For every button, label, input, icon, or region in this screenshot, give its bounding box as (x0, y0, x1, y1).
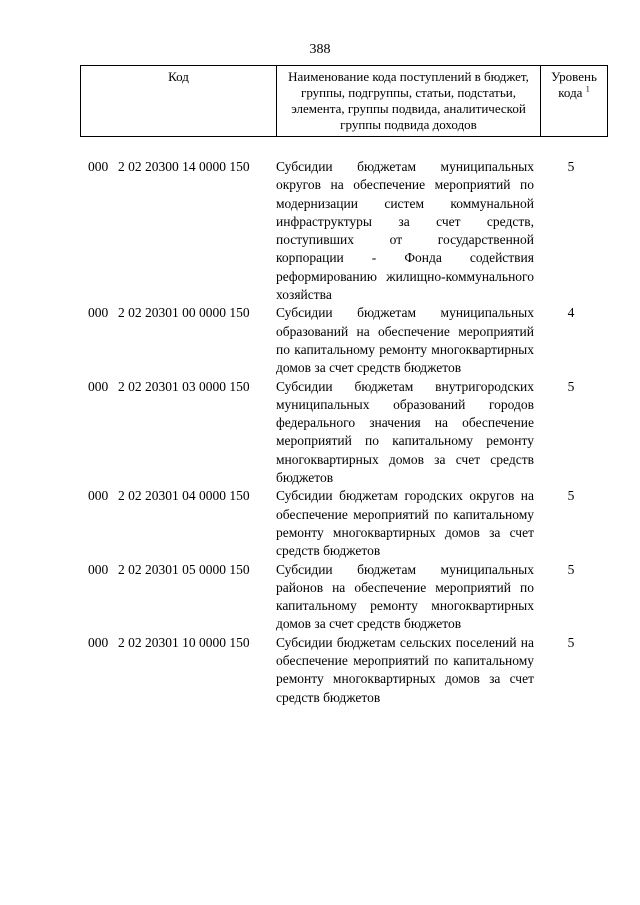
row-group: 000 (88, 378, 109, 394)
table-row (80, 561, 608, 634)
row-level: 5 (567, 159, 575, 174)
row-name: Субсидии бюджетам городских округов на обеспечение мероприятий по капитальному ремонту многоквартирных домов за счет средств бюджетов (276, 488, 534, 559)
page-number: 388 (309, 42, 331, 57)
table-body (80, 158, 608, 707)
table-header (80, 65, 608, 137)
table-row (80, 634, 608, 707)
header-level-footnote: 1 (585, 84, 590, 94)
row-group: 000 (88, 488, 109, 504)
row-name: Субсидии бюджетам муниципальных образований на обеспечение мероприятий по капитальному ремонту многоквартирных домов за счет средств бюджетов (276, 305, 534, 376)
row-group: 000 (88, 561, 109, 577)
row-code: 2 02 20301 03 0000 150 (118, 378, 250, 394)
table-row (80, 158, 608, 304)
row-code: 2 02 20301 10 0000 150 (118, 634, 250, 650)
row-level: 5 (567, 378, 575, 394)
row-name: Субсидии бюджетам муниципальных районов на обеспечение мероприятий по капитальному ремонту многоквартирных домов за счет средств бюджетов (276, 561, 534, 632)
header-level-label: Уровень кода (551, 69, 597, 100)
header-code: Код (81, 66, 277, 136)
row-group: 000 (88, 634, 109, 650)
header-level (541, 66, 607, 136)
row-level: 4 (567, 305, 575, 321)
row-level: 5 (567, 634, 575, 650)
row-code: 2 02 20300 14 0000 150 (118, 159, 250, 174)
row-level: 5 (567, 561, 575, 577)
row-code: 2 02 20301 05 0000 150 (118, 561, 250, 577)
row-level: 5 (567, 488, 575, 504)
table-row (80, 378, 608, 488)
row-code: 2 02 20301 00 0000 150 (118, 305, 250, 321)
table-row (80, 304, 608, 377)
row-name: Субсидии бюджетам муниципальных округов на обеспечение мероприятий по модернизации систем коммунальной инфраструктуры за счет средств, поступивших от государственной корпорации - Фонда содействия реформированию жилищно-коммунального хозяйства (276, 159, 534, 303)
row-group: 000 (88, 159, 109, 174)
table-row (80, 487, 608, 560)
header-name: Наименование кода поступлений в бюджет, группы, подгруппы, статьи, подстатьи, элемента, группы подвида, аналитической группы подвида доходов (277, 66, 541, 136)
row-code: 2 02 20301 04 0000 150 (118, 488, 250, 504)
row-name: Субсидии бюджетам сельских поселений на обеспечение мероприятий по капитальному ремонту многоквартирных домов за счет средств бюджетов (276, 634, 534, 705)
row-group: 000 (88, 305, 109, 321)
row-name: Субсидии бюджетам внутригородских муниципальных образований городов федерального значения на обеспечение мероприятий по капитальному ремонту многоквартирных домов за счет средств бюджетов (276, 378, 534, 486)
